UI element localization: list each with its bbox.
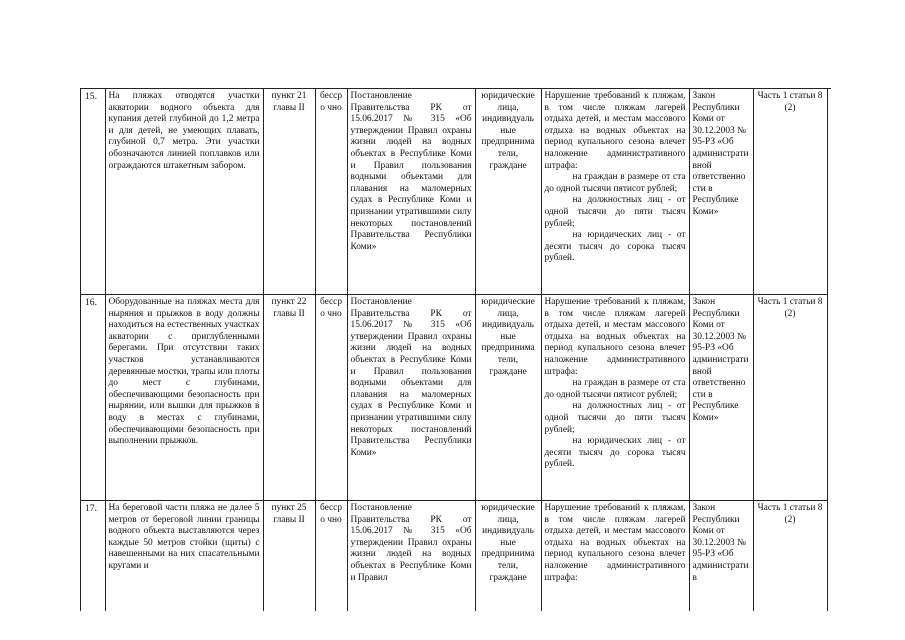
row-number: 15. xyxy=(81,89,105,295)
validity-term: бессро чно xyxy=(315,501,347,612)
fine-citizens: на граждан в размере от ста до одной тысячи пятисот рублей; xyxy=(544,378,686,400)
table-row xyxy=(81,89,827,295)
fine-officials: на должностных лиц - от одной тысячи до пяти тысяч рублей; xyxy=(544,401,686,435)
fine-citizens: на граждан в размере от ста до одной тысячи пятисот рублей; xyxy=(544,172,686,194)
validity-term: бессро чно xyxy=(315,89,347,295)
violation-text: Нарушение требований к пляжам, в том числе пляжам лагерей отдыха детей, и местам массового отдыха на водных объектах на период купального сезона влечет наложение административного штрафа: xyxy=(544,91,686,171)
clause-reference: пункт 25 главы II xyxy=(263,501,315,612)
fine-legal-entities: на юридических лиц - от десяти тысяч до сорока тысяч рублей. xyxy=(544,436,686,470)
violation-liability xyxy=(541,89,689,295)
requirements-table xyxy=(81,89,828,611)
requirement-text: На береговой части пляжа не далее 5 метров от береговой линии границы водного объекта выставляются через каждые 50 метров стойки (щиты) с навешенными на них спасательными кругами и xyxy=(105,501,263,612)
law-reference: Закон Республики Коми от 30.12.2003 № 95-РЗ «Об административ xyxy=(689,501,753,612)
fine-officials: на должностных лиц - от одной тысячи до пяти тысяч рублей; xyxy=(544,195,686,229)
law-reference: Закон Республики Коми от 30.12.2003 № 95-РЗ «Об административной ответственности в Республике Коми» xyxy=(689,295,753,501)
table-row xyxy=(81,295,827,501)
requirement-text: На пляжах отводятся участки акватории водного объекта для купания детей глубиной до 1,2 метра и для детей, не умеющих плавать, глубиной 0,7 метра. Эти участки обозначаются линией поплавков или ограждаются штакетным забором. xyxy=(105,89,263,295)
table-row xyxy=(81,501,827,612)
row-number: 16. xyxy=(81,295,105,501)
subjects-of-control: юридические лица, индивидуаль ные предпринима тели, граждане xyxy=(475,89,541,295)
row-number: 17. xyxy=(81,501,105,612)
subjects-of-control: юридические лица, индивидуаль ные предпринима тели, граждане xyxy=(475,295,541,501)
violation-text: Нарушение требований к пляжам, в том числе пляжам лагерей отдыха детей, и местам массового отдыха на водных объектах на период купального сезона влечет наложение административного штрафа: xyxy=(544,297,686,377)
violation-text: Нарушение требований к пляжам, в том числе пляжам лагерей отдыха детей, и местам массового отдыха на водных объектах на период купального сезона влечет наложение административного штрафа: xyxy=(544,503,686,583)
subjects-of-control: юридические лица, индивидуаль ные предпринима тели, граждане xyxy=(475,501,541,612)
fine-legal-entities: на юридических лиц - от десяти тысяч до сорока тысяч рублей. xyxy=(544,230,686,264)
violation-liability xyxy=(541,501,689,612)
violation-liability xyxy=(541,295,689,501)
article-reference: Часть 1 статьи 8 (2) xyxy=(753,295,827,501)
clause-reference: пункт 22 главы II xyxy=(263,295,315,501)
validity-term: бессро чно xyxy=(315,295,347,501)
clause-reference: пункт 21 главы II xyxy=(263,89,315,295)
regulatory-act: Постановление Правительства РК от 15.06.2017 № 315 «Об утверждении Правил охраны жизни людей на водных объектах в Республике Коми и Правил xyxy=(347,501,475,612)
article-reference: Часть 1 статьи 8 (2) xyxy=(753,89,827,295)
regulatory-act: Постановление Правительства РК от 15.06.2017 № 315 «Об утверждении Правил охраны жизни людей на водных объектах в Республике Коми и Правил пользования водными объектами для плавания на маломерных судах в Республике Коми и признании утратившими силу некоторых постановлений Правительства Республики Коми» xyxy=(347,295,475,501)
regulatory-act: Постановление Правительства РК от 15.06.2017 № 315 «Об утверждении Правил охраны жизни людей на водных объектах в Республике Коми и Правил пользования водными объектами для плавания на маломерных судах в Республике Коми и признании утратившими силу некоторых постановлений Правительства Республики Коми» xyxy=(347,89,475,295)
document-page xyxy=(80,88,831,611)
article-reference: Часть 1 статьи 8 (2) xyxy=(753,501,827,612)
law-reference: Закон Республики Коми от 30.12.2003 № 95-РЗ «Об административной ответственности в Республике Коми» xyxy=(689,89,753,295)
requirement-text: Оборудованные на пляжах места для ныряния и прыжков в воду должны находиться на естественных участках акватории с приглубленными берегами. При отсутствии таких участков устанавливаются деревянные мостки, трапы или плоты до мест с глубинами, обеспечивающими безопасность при нырянии, или вышки для прыжков в воду в местах с глубинами, обеспечивающими безопасность при выполнении прыжков. xyxy=(105,295,263,501)
